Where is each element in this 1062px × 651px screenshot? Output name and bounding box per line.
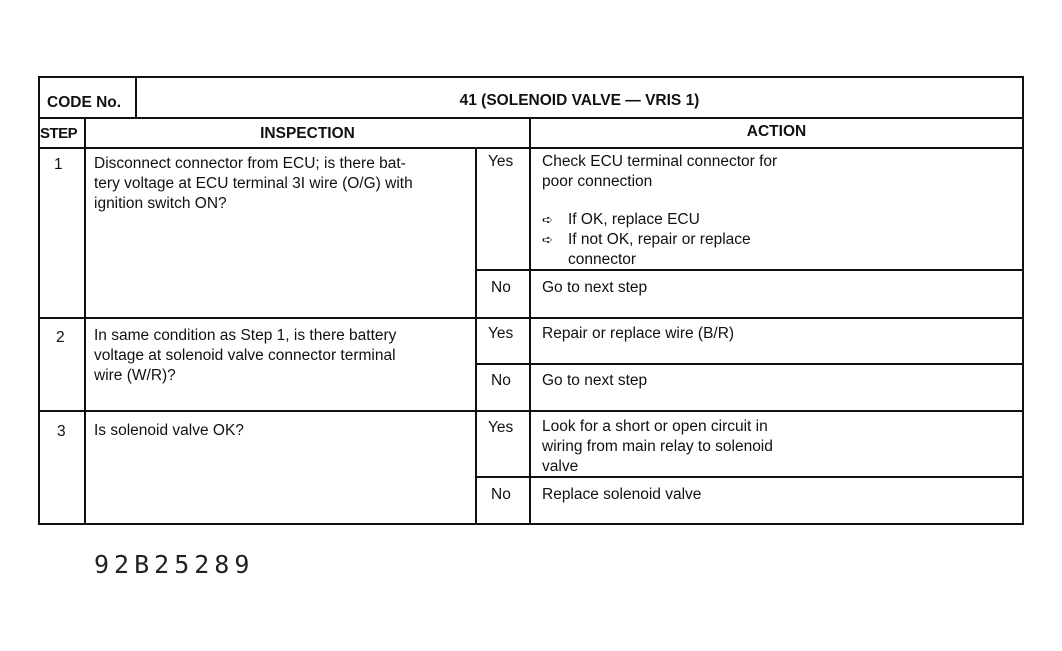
- action-line: valve: [542, 458, 579, 475]
- table-border-bottom: [38, 523, 1024, 525]
- action-text: Repair or replace wire (B/R): [542, 325, 735, 342]
- bullet-text: connector: [568, 251, 637, 268]
- action-bullets: [542, 210, 751, 270]
- action-line: Look for a short or open circuit in: [542, 418, 768, 435]
- step-column-divider: [84, 117, 86, 525]
- action-text: [542, 152, 777, 192]
- step-number: 2: [56, 329, 65, 346]
- figure-code: 92B25289: [94, 550, 255, 579]
- code-title: 41 (SOLENOID VALVE — VRIS 1): [459, 92, 700, 109]
- bullet-item: [542, 230, 751, 250]
- inspection-line: wire (W/R)?: [94, 367, 176, 384]
- no-label: No: [491, 372, 511, 389]
- inspection-column-header: INSPECTION: [260, 125, 355, 142]
- inspection-line: voltage at solenoid valve connector terminal: [94, 347, 396, 364]
- inspection-text: [94, 154, 413, 214]
- action-text: [542, 417, 773, 477]
- bullet-text: If not OK, repair or replace: [568, 231, 751, 248]
- inspection-text: Is solenoid valve OK?: [94, 422, 244, 439]
- step-number: 3: [57, 423, 66, 440]
- inspection-line: tery voltage at ECU terminal 3I wire (O/G) with: [94, 175, 413, 192]
- bullet-item: [542, 210, 751, 230]
- action-text: Replace solenoid valve: [542, 486, 702, 503]
- no-label: No: [491, 279, 511, 296]
- action-line: Check ECU terminal connector for: [542, 153, 778, 170]
- inspection-text: [94, 326, 396, 386]
- bullet-item: [542, 250, 751, 270]
- action-text: Go to next step: [542, 372, 648, 389]
- yes-label: Yes: [488, 325, 514, 342]
- step-number: 1: [54, 156, 63, 173]
- inspection-line: Disconnect connector from ECU; is there bat-: [94, 155, 406, 172]
- inspection-line: In same condition as Step 1, is there battery: [94, 327, 397, 344]
- inspection-line: ignition switch ON?: [94, 195, 227, 212]
- step-column-header: STEP: [40, 125, 78, 142]
- step2-bottom: [38, 410, 1024, 412]
- action-line: wiring from main relay to solenoid: [542, 438, 773, 455]
- table-border-right: [1022, 76, 1024, 525]
- arrow-right-icon: ➪: [542, 212, 553, 227]
- action-text: Go to next step: [542, 279, 648, 296]
- yes-label: Yes: [488, 153, 514, 170]
- step1-bottom: [38, 317, 1024, 319]
- arrow-right-icon: ➪: [542, 232, 553, 247]
- column-header-divider: [38, 147, 1024, 149]
- code-label: CODE No.: [47, 94, 122, 111]
- bullet-text: If OK, replace ECU: [568, 211, 700, 228]
- no-label: No: [491, 486, 511, 503]
- yes-no-column-divider: [475, 147, 477, 525]
- action-column-divider: [529, 117, 531, 525]
- action-column-header: ACTION: [746, 123, 807, 140]
- yes-label: Yes: [488, 419, 514, 436]
- table-border-top: [38, 76, 1024, 78]
- action-line: poor connection: [542, 173, 653, 190]
- step2-yes-no-divider: [475, 363, 1024, 365]
- header-divider: [38, 117, 1024, 119]
